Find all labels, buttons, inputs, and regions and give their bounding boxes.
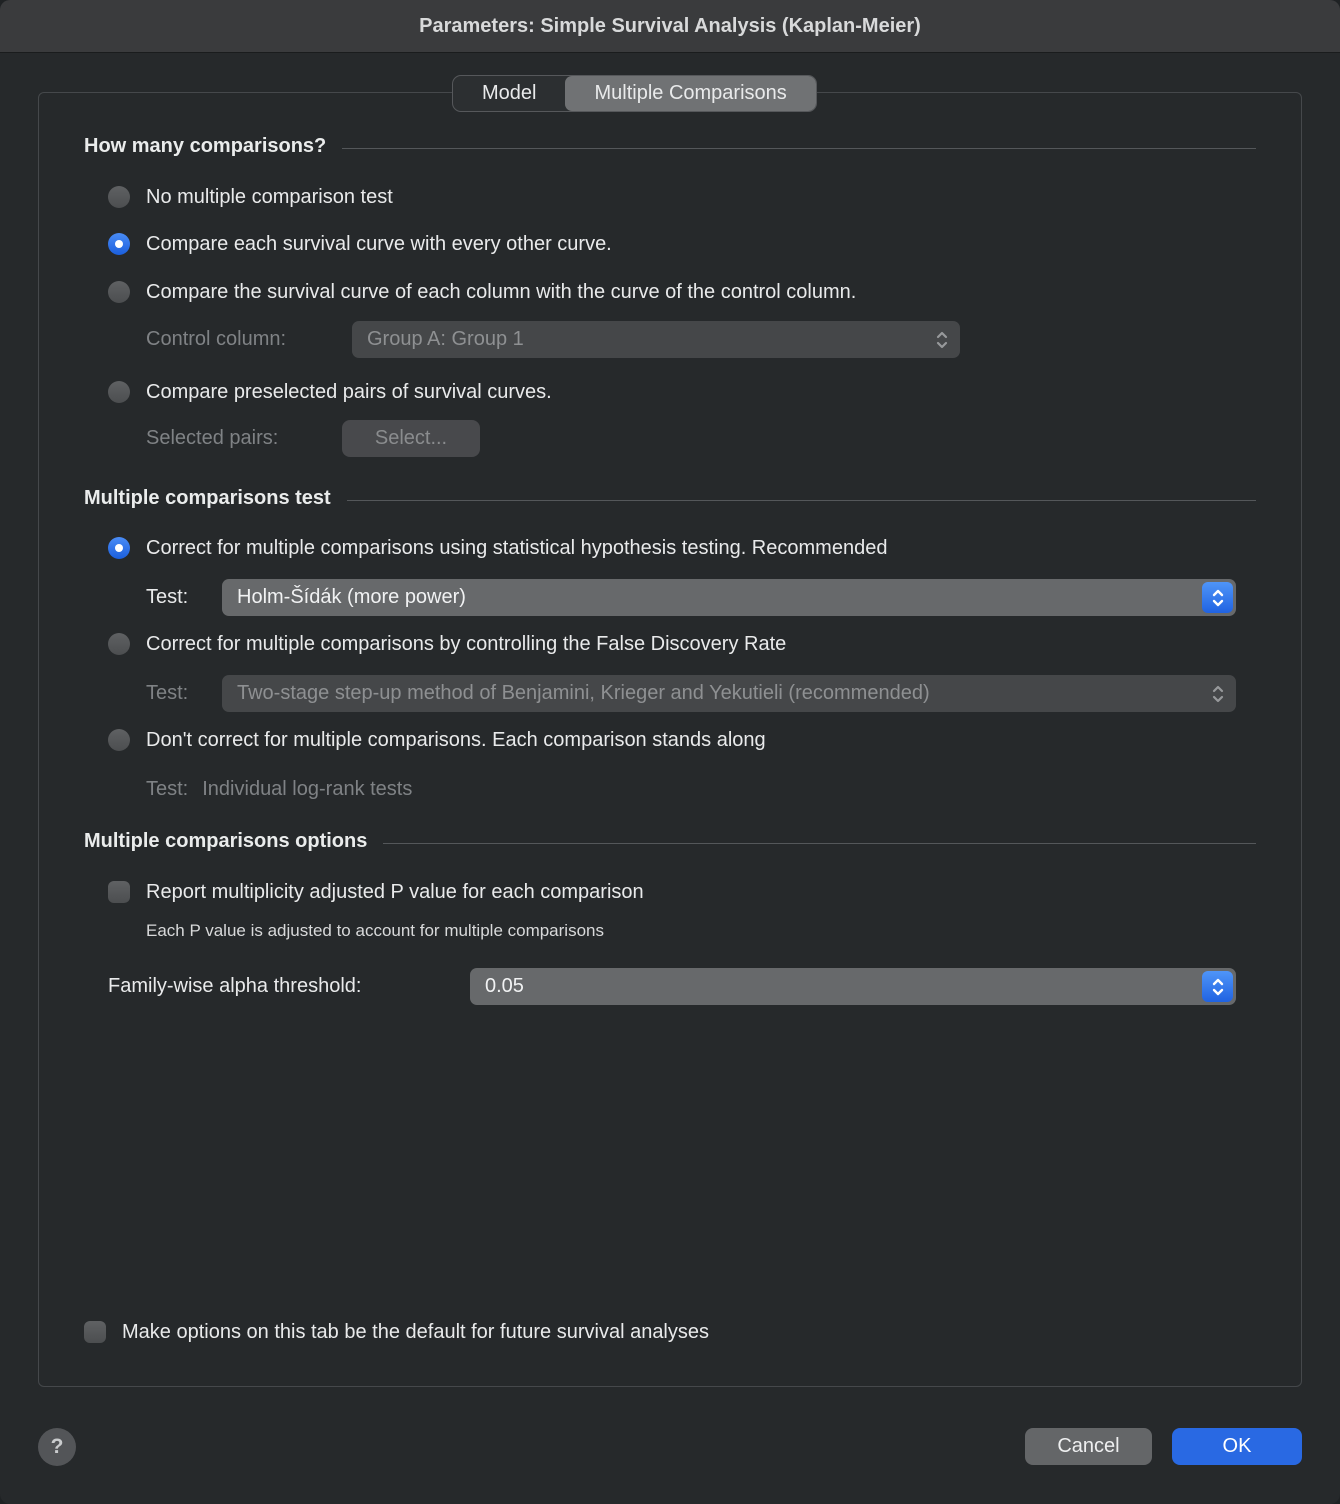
radio-label: Compare preselected pairs of survival curves. <box>146 380 552 403</box>
standalone-test-row <box>146 771 412 808</box>
ok-button-label: OK <box>1222 1435 1252 1457</box>
hypothesis-test-select[interactable] <box>222 579 1236 616</box>
radio-label: Correct for multiple comparisons using statistical hypothesis testing. Recommended <box>146 536 888 559</box>
select-pairs-button <box>342 420 480 457</box>
radio-label: Correct for multiple comparisons by controlling the False Discovery Rate <box>146 632 787 655</box>
control-column-value: Group A: Group 1 <box>367 328 524 350</box>
section-title: Multiple comparisons options <box>84 830 368 852</box>
help-button-label: ? <box>50 1435 64 1458</box>
radio-label: No multiple comparison test <box>146 185 393 208</box>
radio-correct-fdr[interactable] <box>108 631 786 657</box>
help-button[interactable] <box>38 1428 76 1466</box>
checkbox-make-default[interactable] <box>84 1319 709 1345</box>
section-how-many-comparisons <box>84 135 1256 158</box>
control-column-select <box>352 321 960 358</box>
cancel-button[interactable] <box>1025 1428 1152 1465</box>
chevron-up-down-icon[interactable] <box>1202 582 1233 613</box>
checkbox-icon[interactable] <box>108 881 130 903</box>
chevron-up-down-icon <box>935 321 949 358</box>
radio-label: Compare each survival curve with every other curve. <box>146 232 612 255</box>
radio-compare-vs-control[interactable] <box>108 279 856 305</box>
radio-label: Don't correct for multiple comparisons. Each comparison stands along <box>146 728 766 751</box>
checkbox-label: Report multiplicity adjusted P value for each comparison <box>146 880 644 903</box>
radio-icon[interactable] <box>108 729 130 751</box>
tab-multiple-comparisons-label: Multiple Comparisons <box>594 82 787 104</box>
fdr-test-row <box>146 675 188 712</box>
section-title: How many comparisons? <box>84 135 327 157</box>
control-column-label: Control column: <box>146 328 287 350</box>
section-divider <box>342 148 1256 149</box>
control-column-row <box>146 321 286 358</box>
radio-compare-preselected-pairs[interactable] <box>108 379 552 405</box>
tab-multiple-comparisons[interactable] <box>565 76 815 111</box>
tab-model[interactable] <box>453 76 565 111</box>
hypothesis-test-value: Holm-Šídák (more power) <box>237 586 466 608</box>
alpha-threshold-select[interactable] <box>470 968 1236 1005</box>
section-multiple-comparisons-test <box>84 487 1256 510</box>
test-label: Test: <box>146 682 189 704</box>
fdr-test-value: Two-stage step-up method of Benjamini, Krieger and Yekutieli (recommended) <box>237 682 930 704</box>
cancel-button-label: Cancel <box>1057 1435 1120 1457</box>
radio-selected-icon[interactable] <box>108 233 130 255</box>
alpha-threshold-row <box>108 968 361 1005</box>
radio-compare-each-curve[interactable] <box>108 231 612 257</box>
test-label: Test: <box>146 586 189 608</box>
title-bar <box>0 0 1340 53</box>
selected-pairs-row <box>146 420 278 457</box>
checkbox-label: Make options on this tab be the default for future survival analyses <box>122 1320 710 1343</box>
alpha-threshold-value: 0.05 <box>485 975 524 997</box>
section-title: Multiple comparisons test <box>84 487 331 509</box>
test-label: Test: <box>146 778 189 800</box>
tab-model-label: Model <box>482 82 537 104</box>
ok-button[interactable] <box>1172 1428 1302 1465</box>
select-pairs-button-label: Select... <box>374 427 448 449</box>
radio-icon[interactable] <box>108 281 130 303</box>
hypothesis-test-row <box>146 579 188 616</box>
radio-icon[interactable] <box>108 186 130 208</box>
radio-correct-hypothesis-testing[interactable] <box>108 535 887 561</box>
radio-label: Compare the survival curve of each column with the curve of the control column. <box>146 280 857 303</box>
radio-dont-correct[interactable] <box>108 727 766 753</box>
standalone-test-value: Individual log-rank tests <box>202 778 413 800</box>
dialog-title: Parameters: Simple Survival Analysis (Kaplan-Meier) <box>419 14 921 37</box>
chevron-up-down-icon[interactable] <box>1202 971 1233 1002</box>
tab-bar <box>452 75 817 112</box>
radio-no-multiple-comparison-test[interactable] <box>108 184 393 210</box>
adjusted-p-note: Each P value is adjusted to account for multiple comparisons <box>146 921 604 940</box>
radio-icon[interactable] <box>108 633 130 655</box>
section-divider <box>347 500 1256 501</box>
section-divider <box>383 843 1256 844</box>
fdr-test-select <box>222 675 1236 712</box>
selected-pairs-label: Selected pairs: <box>146 427 279 449</box>
alpha-threshold-label: Family-wise alpha threshold: <box>108 975 362 997</box>
checkbox-report-adjusted-p[interactable] <box>108 879 644 905</box>
checkbox-icon[interactable] <box>84 1321 106 1343</box>
radio-selected-icon[interactable] <box>108 537 130 559</box>
chevron-up-down-icon <box>1211 675 1225 712</box>
radio-icon[interactable] <box>108 381 130 403</box>
section-multiple-comparisons-options <box>84 830 1256 853</box>
